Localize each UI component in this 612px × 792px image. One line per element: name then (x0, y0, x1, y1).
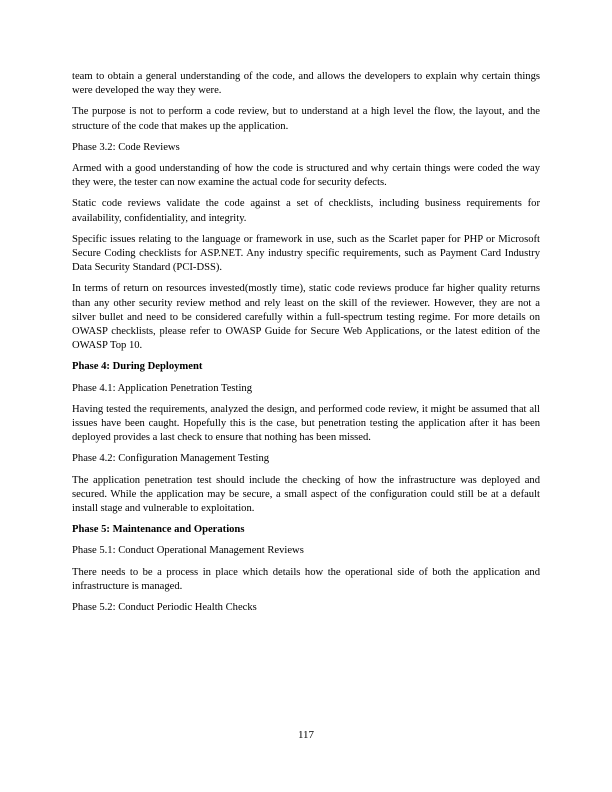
page-number: 117 (297, 729, 315, 741)
paragraph-walkthrough-purpose: The purpose is not to perform a code review, but to understand at a high level the flow, the layout, and the structure of the code that makes up the application. (72, 106, 540, 132)
paragraph-language-specific-issues: Specific issues relating to the language or framework in use, such as the Scarlet paper for PHP or Microsoft Secure Coding checklists for ASP.NET. Any industry specific requirements, such as Payment Card Industry Data Security Standard (PCI-DSS). (72, 233, 540, 274)
paragraph-code-review-intro: Armed with a good understanding of how the code is structured and why certain things were coded the way they were, the tester can now examine the actual code for security defects. (72, 163, 540, 189)
paragraph-return-on-resources: In terms of return on resources invested(mostly time), static code reviews produce far higher quality returns than any other security review method and rely least on the skill of the reviewer. However, they are not a silver bullet and need to be considered carefully within a full-spectrum testing regime. For more details on OWASP checklists, please refer to OWASP Guide for Secure Web Applications, or the latest edition of the OWASP Top 10. (72, 283, 540, 352)
paragraph-code-walkthrough-end: team to obtain a general understanding of the code, and allows the developers to explain why certain things were developed the way they were. (72, 71, 540, 97)
heading-phase-3-2: Phase 3.2: Code Reviews (72, 141, 180, 153)
heading-phase-5-2: Phase 5.2: Conduct Periodic Health Checks (72, 602, 257, 614)
heading-phase-4: Phase 4: During Deployment (72, 361, 203, 373)
heading-phase-4-1: Phase 4.1: Application Penetration Testing (72, 382, 253, 394)
heading-phase-5-1: Phase 5.1: Conduct Operational Management Reviews (72, 545, 304, 557)
heading-phase-5: Phase 5: Maintenance and Operations (72, 524, 245, 536)
paragraph-static-review-checklists: Static code reviews validate the code against a set of checklists, including business requirements for availability, confidentiality, and integrity. (72, 198, 540, 224)
paragraph-operational-management: There needs to be a process in place which details how the operational side of both the application and infrastructure is managed. (72, 566, 540, 592)
heading-phase-4-2: Phase 4.2: Configuration Management Testing (72, 453, 270, 465)
page-body (72, 70, 540, 622)
paragraph-penetration-testing: Having tested the requirements, analyzed the design, and performed code review, it might be assumed that all issues have been caught. Hopefully this is the case, but penetration testing the application after it has been deployed provides a last check to ensure that nothing has been missed. (72, 403, 540, 444)
paragraph-configuration-testing: The application penetration test should include the checking of how the infrastructure was deployed and secured. While the application may be secure, a small aspect of the configuration could still be at a default install stage and vulnerable to exploitation. (72, 474, 540, 515)
